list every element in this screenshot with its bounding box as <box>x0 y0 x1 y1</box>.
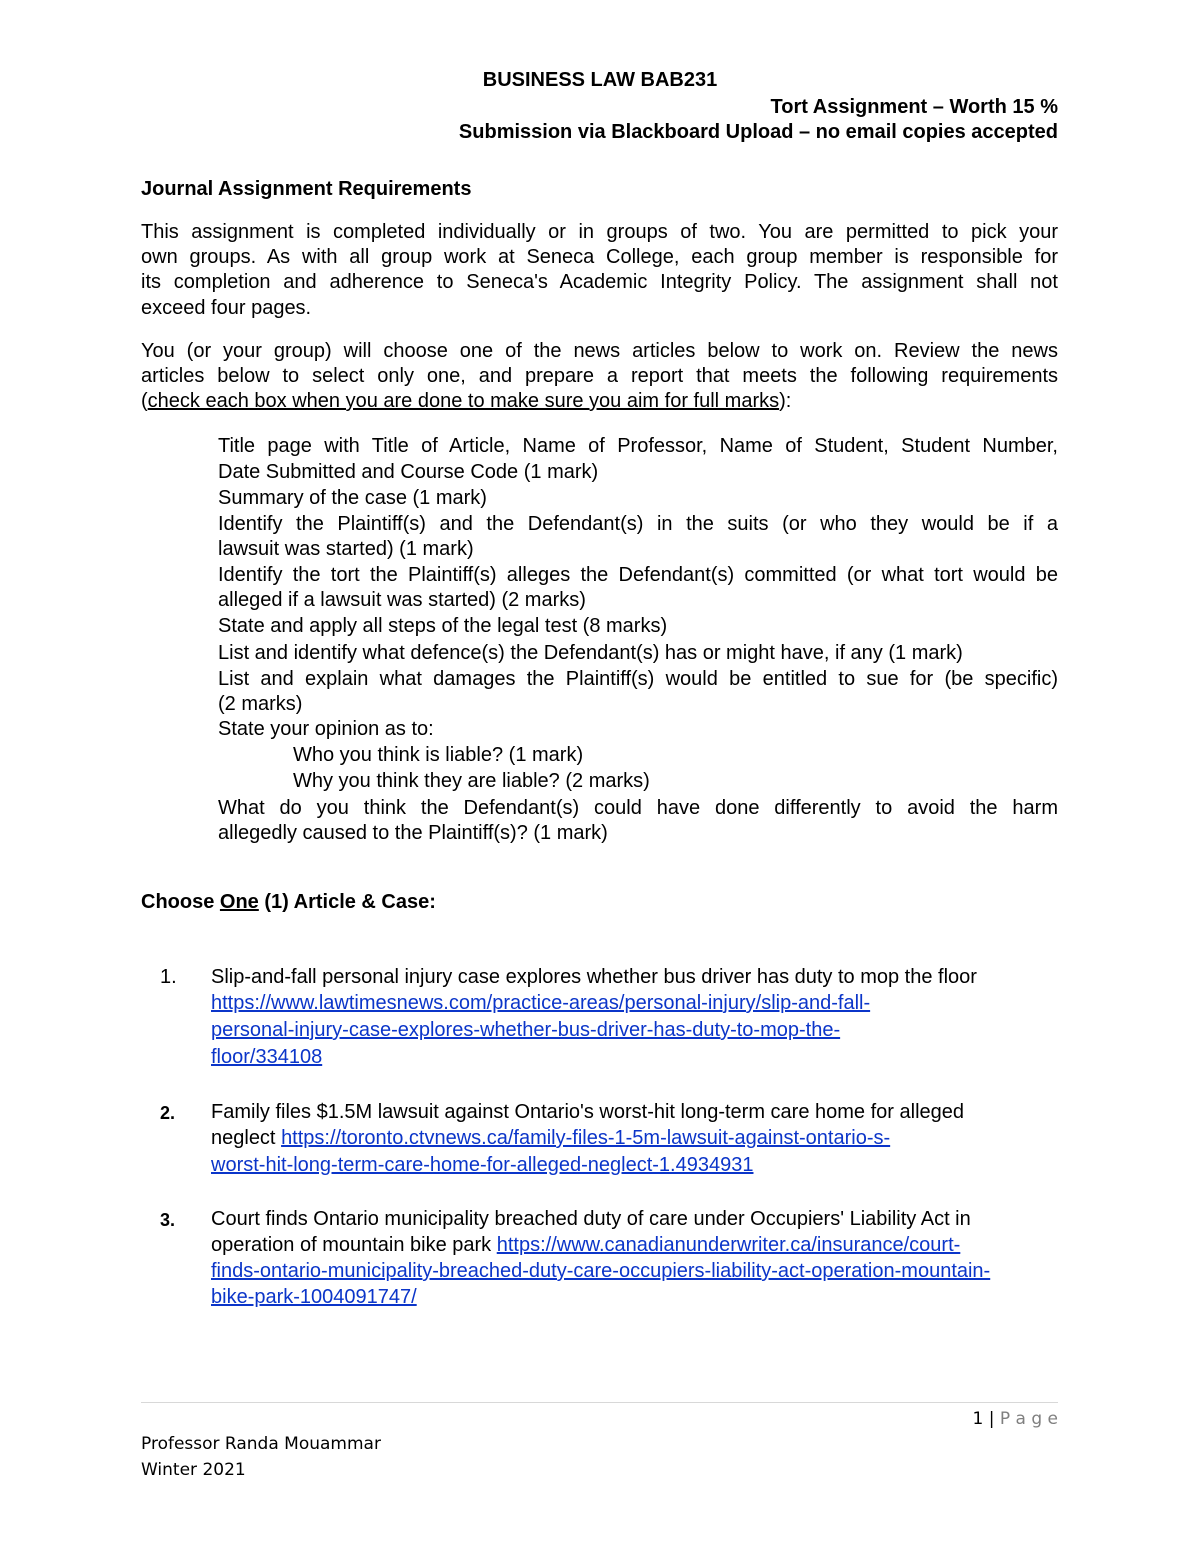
paragraph1-line: its completion and adherence to Seneca's Academic Integrity Policy. The assignment shall not <box>141 271 1058 293</box>
paragraph2-close: ): <box>779 390 792 412</box>
choose-heading <box>141 890 436 915</box>
requirement-subitem: Who you think is liable? (1 mark) <box>293 744 584 766</box>
choose-suffix: (1) Article & Case: <box>258 891 436 913</box>
requirement-item: allegedly caused to the Plaintiff(s)? (1 mark) <box>218 822 608 844</box>
term: Winter 2021 <box>141 1460 246 1480</box>
professor-name: Professor Randa Mouammar <box>141 1434 381 1454</box>
requirement-item: Identify the tort the Plaintiff(s) alleges the Defendant(s) committed (or what tort would be <box>218 564 1058 586</box>
requirement-item: State and apply all steps of the legal test (8 marks) <box>218 615 668 637</box>
article-link[interactable]: worst-hit-long-term-care-home-for-alleged-neglect-1.4934931 <box>211 1154 754 1176</box>
paragraph1-line: exceed four pages. <box>141 297 312 319</box>
article-title-line <box>211 1126 890 1151</box>
submission-note: Submission via Blackboard Upload – no email copies accepted <box>458 121 1058 143</box>
requirement-item: Identify the Plaintiff(s) and the Defendant(s) in the suits (or who they would be if a <box>218 513 1058 535</box>
requirement-item: lawsuit was started) (1 mark) <box>218 538 474 560</box>
page-separator: | <box>988 1409 995 1429</box>
page-indicator <box>972 1409 1058 1429</box>
article-link[interactable]: bike-park-1004091747/ <box>211 1286 417 1308</box>
article-link[interactable]: https://www.lawtimesnews.com/practice-areas/personal-injury/slip-and-fall- <box>211 992 871 1014</box>
article-link[interactable]: personal-injury-case-explores-whether-bus-driver-has-duty-to-mop-the- <box>211 1019 841 1041</box>
paragraph2-open: ( <box>141 390 148 412</box>
requirement-item: List and explain what damages the Plaintiff(s) would be entitled to sue for (be specific) <box>218 668 1058 690</box>
paragraph2-line: articles below to select only one, and prepare a report that meets the following requirements <box>141 365 1058 387</box>
footer-divider <box>141 1402 1058 1403</box>
article-title-line <box>211 1233 960 1258</box>
article-title: Slip-and-fall personal injury case explores whether bus driver has duty to mop the floor <box>211 966 977 988</box>
assignment-title: Tort Assignment – Worth 15 % <box>770 96 1058 118</box>
requirement-subitem: Why you think they are liable? (2 marks) <box>293 770 650 792</box>
article-title-tail: operation of mountain bike park <box>211 1234 497 1256</box>
paragraph1-line: This assignment is completed individually or in groups of two. You are permitted to pick your <box>141 221 1058 243</box>
article-title: Family files $1.5M lawsuit against Ontario's worst-hit long-term care home for alleged <box>211 1101 965 1123</box>
requirement-item: State your opinion as to: <box>218 718 434 740</box>
article-number: 1. <box>160 966 177 988</box>
article-link[interactable]: floor/334108 <box>211 1046 323 1068</box>
checkbox-instruction: check each box when you are done to make sure you aim for full marks <box>147 390 780 412</box>
article-link[interactable]: finds-ontario-municipality-breached-duty-care-occupiers-liability-act-operation-mountain- <box>211 1260 991 1282</box>
course-title: BUSINESS LAW BAB231 <box>482 69 718 91</box>
paragraph1-line: own groups. As with all group work at Seneca College, each group member is responsible for <box>141 246 1058 268</box>
requirement-item: Summary of the case (1 mark) <box>218 487 487 509</box>
requirement-item: What do you think the Defendant(s) could have done differently to avoid the harm <box>218 797 1058 819</box>
section-heading: Journal Assignment Requirements <box>141 178 472 200</box>
article-link[interactable]: https://toronto.ctvnews.ca/family-files-1-5m-lawsuit-against-ontario-s- <box>281 1127 891 1149</box>
requirement-item: alleged if a lawsuit was started) (2 marks) <box>218 589 586 611</box>
article-number: 2. <box>160 1103 176 1123</box>
requirement-item: List and identify what defence(s) the Defendant(s) has or might have, if any (1 mark) <box>218 642 963 664</box>
requirement-item: (2 marks) <box>218 693 303 715</box>
article-number: 3. <box>160 1210 176 1230</box>
choose-underlined: One <box>219 891 259 913</box>
page-label: P a g e <box>999 1409 1058 1429</box>
paragraph2-line: You (or your group) will choose one of the news articles below to work on. Review the news <box>141 340 1058 362</box>
choose-prefix: Choose <box>141 891 220 913</box>
article-link[interactable]: https://www.canadianunderwriter.ca/insurance/court- <box>496 1234 961 1256</box>
requirement-item: Date Submitted and Course Code (1 mark) <box>218 461 599 483</box>
article-title: Court finds Ontario municipality breached duty of care under Occupiers' Liability Act in <box>211 1208 971 1230</box>
requirement-item: Title page with Title of Article, Name of Professor, Name of Student, Student Number, <box>218 435 1058 457</box>
article-title-tail: neglect <box>211 1127 282 1149</box>
page-number: 1 <box>972 1409 984 1429</box>
paragraph2-line <box>141 389 791 414</box>
